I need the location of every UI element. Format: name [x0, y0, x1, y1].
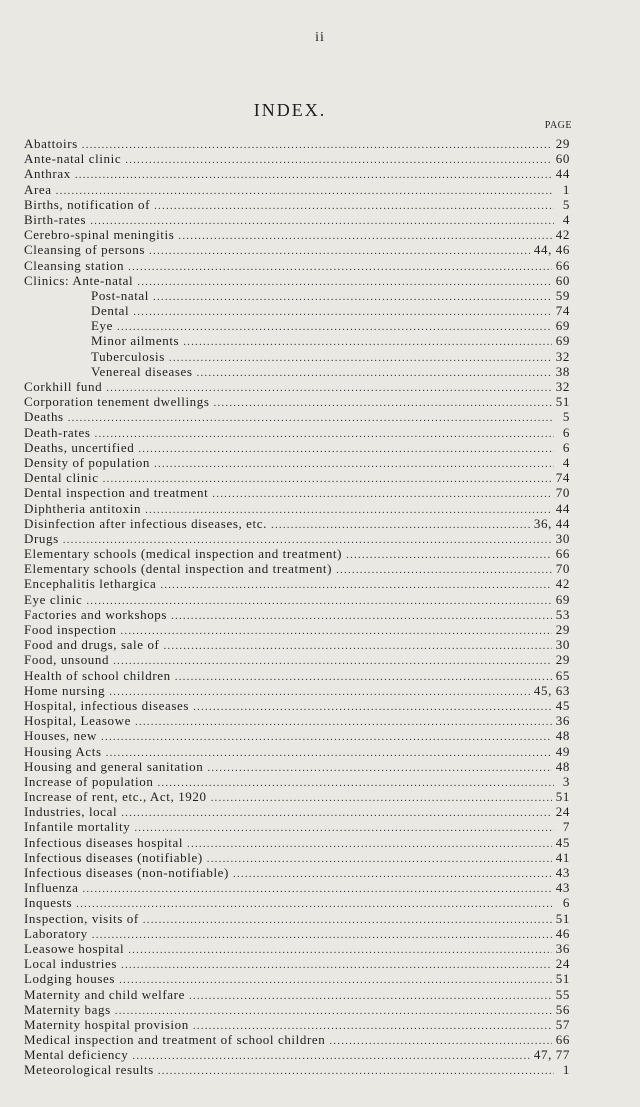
entry-label: Deaths, uncertified	[24, 439, 135, 455]
entry-page: 32	[555, 348, 570, 364]
index-entry	[24, 607, 570, 622]
index-entry	[24, 1002, 570, 1017]
entry-label: Disinfection after infectious diseases, etc.	[24, 515, 267, 531]
entry-page: 29	[555, 652, 570, 668]
entry-page: 3	[562, 773, 570, 789]
entry-label: Tuberculosis	[91, 348, 165, 364]
entry-page: 51	[555, 910, 570, 926]
entry-label: Infectious diseases (notifiable)	[24, 849, 203, 865]
index-entry	[24, 835, 570, 850]
dot-leader	[157, 776, 554, 791]
entry-label: Corporation tenement dwellings	[24, 394, 210, 410]
entry-label: Hospital, Leasowe	[24, 713, 131, 729]
entry-page: 43	[555, 880, 570, 896]
entry-page: 70	[555, 561, 570, 577]
index-entry	[24, 318, 570, 333]
entry-label: Inspection, visits of	[24, 910, 139, 926]
entry-label: Health of school children	[24, 667, 171, 683]
entry-label: Abattoirs	[24, 136, 78, 151]
entry-page: 53	[555, 606, 570, 622]
entry-label: Maternity hospital provision	[24, 1016, 189, 1032]
index-list	[24, 136, 570, 1078]
entry-page: 30	[555, 530, 570, 546]
index-entry	[24, 364, 570, 379]
dot-leader	[113, 654, 552, 669]
entry-page: 43	[555, 865, 570, 880]
index-entry	[24, 652, 570, 667]
dot-leader	[135, 715, 552, 730]
entry-page: 59	[555, 287, 570, 303]
entry-page: 69	[555, 591, 570, 607]
index-entry	[24, 865, 570, 880]
index-entry	[24, 698, 570, 713]
dot-leader	[143, 913, 552, 928]
index-entry	[24, 941, 570, 956]
index-entry	[24, 531, 570, 546]
entry-page: 66	[555, 257, 570, 273]
dot-leader	[187, 837, 552, 852]
index-entry	[24, 470, 570, 485]
index-entry	[24, 1047, 570, 1062]
dot-leader	[95, 427, 554, 442]
entry-label: Influenza	[24, 880, 79, 896]
entry-label: Mental deficiency	[24, 1047, 129, 1063]
dot-leader	[133, 305, 552, 320]
entry-label: Food, unsound	[24, 652, 110, 668]
index-entry	[24, 1032, 570, 1047]
entry-label: Elementary schools (dental inspection and treatment)	[24, 561, 333, 577]
dot-leader	[132, 1049, 529, 1064]
entry-label: Industries, local	[24, 804, 118, 820]
dot-leader	[183, 335, 552, 350]
entry-label: Housing and general sanitation	[24, 758, 204, 774]
index-entry	[24, 819, 570, 834]
index-entry	[24, 333, 570, 348]
entry-label: Food inspection	[24, 622, 117, 637]
dot-leader	[75, 168, 552, 183]
entry-page: 57	[555, 1016, 570, 1032]
entry-page: 36, 44	[533, 515, 570, 531]
index-entry	[24, 349, 570, 364]
index-entry	[24, 637, 570, 652]
entry-page: 48	[555, 758, 570, 774]
entry-page: 56	[555, 1001, 570, 1017]
entry-page: 60	[555, 272, 570, 288]
entry-label: Increase of population	[24, 773, 154, 789]
entry-page: 30	[555, 637, 570, 653]
entry-label: Factories and workshops	[24, 606, 168, 622]
index-entry	[24, 197, 570, 212]
entry-label: Encephalitis lethargica	[24, 576, 157, 592]
dot-leader	[76, 897, 554, 912]
entry-label: Increase of rent, etc., Act, 1920	[24, 789, 207, 805]
entry-page: 32	[555, 379, 570, 394]
dot-leader	[121, 806, 552, 821]
dot-leader	[149, 244, 530, 259]
entry-page: 6	[562, 439, 570, 455]
dot-leader	[329, 1034, 551, 1049]
entry-label: Cleansing of persons	[24, 242, 146, 258]
index-entry	[24, 258, 570, 273]
entry-page: 6	[562, 424, 570, 440]
entry-page: 29	[555, 622, 570, 637]
entry-page: 45	[555, 834, 570, 850]
index-entry	[24, 911, 570, 926]
dot-leader	[82, 138, 552, 153]
dot-leader	[189, 989, 552, 1004]
index-title: INDEX.	[253, 100, 327, 120]
entry-page: 4	[562, 454, 570, 470]
entry-label: Drugs	[24, 530, 59, 546]
index-entry	[24, 987, 570, 1002]
entry-page: 51	[555, 971, 570, 987]
index-entry	[24, 501, 570, 516]
index-entry	[24, 759, 570, 774]
index-entry	[24, 789, 570, 804]
entry-page: 6	[562, 895, 570, 911]
entry-label: Anthrax	[24, 166, 71, 182]
entry-page: 48	[555, 728, 570, 744]
entry-page: 49	[555, 743, 570, 759]
entry-page: 38	[555, 363, 570, 379]
dot-leader	[117, 320, 552, 335]
entry-page: 60	[555, 151, 570, 167]
index-entry	[24, 850, 570, 865]
index-entry	[24, 668, 570, 683]
dot-leader	[178, 229, 551, 244]
entry-page: 4	[562, 211, 570, 227]
dot-leader	[233, 867, 552, 882]
entry-label: Births, notification of	[24, 196, 151, 212]
entry-label: Venereal diseases	[91, 363, 193, 379]
dot-leader	[158, 1064, 554, 1079]
entry-label: Inquests	[24, 895, 73, 911]
dot-leader	[211, 791, 552, 806]
page-number: ii	[315, 30, 325, 45]
index-entry	[24, 379, 570, 394]
entry-page: 70	[555, 485, 570, 501]
entry-label: Cleansing station	[24, 257, 125, 273]
index-entry	[24, 227, 570, 242]
entry-page: 36	[555, 713, 570, 729]
index-entry	[24, 440, 570, 455]
entry-page: 42	[555, 227, 570, 243]
dot-leader	[346, 548, 552, 563]
index-entry	[24, 516, 570, 531]
dot-leader	[212, 487, 552, 502]
entry-label: Density of population	[24, 454, 150, 470]
entry-page: 44	[555, 500, 570, 516]
dot-leader	[121, 958, 552, 973]
entry-page: 69	[555, 318, 570, 334]
dot-leader	[138, 442, 554, 457]
entry-label: Hospital, infectious diseases	[24, 697, 190, 713]
index-entry	[24, 956, 570, 971]
index-entry	[24, 425, 570, 440]
dot-leader	[137, 275, 552, 290]
entry-label: Elementary schools (medical inspection and treatment)	[24, 546, 343, 562]
index-entry	[24, 182, 570, 197]
entry-label: Minor ailments	[91, 333, 180, 349]
index-entry	[24, 713, 570, 728]
entry-label: Dental inspection and treatment	[24, 485, 209, 501]
entry-page: 45, 63	[533, 682, 570, 698]
entry-page: 24	[555, 804, 570, 820]
entry-page: 24	[555, 956, 570, 972]
entry-label: Meteorological results	[24, 1062, 154, 1078]
index-entry	[24, 561, 570, 576]
dot-leader	[197, 366, 552, 381]
entry-label: Lodging houses	[24, 971, 116, 987]
entry-label: Houses, new	[24, 728, 98, 744]
index-entry	[24, 546, 570, 561]
entry-page: 5	[562, 409, 570, 425]
index-entry	[24, 880, 570, 895]
dot-leader	[154, 199, 554, 214]
entry-label: Home nursing	[24, 682, 106, 698]
index-entry	[24, 804, 570, 819]
index-entry	[24, 212, 570, 227]
entry-label: Dental	[91, 303, 130, 319]
index-entry	[24, 242, 570, 257]
entry-label: Death-rates	[24, 424, 91, 440]
entry-page: 74	[555, 303, 570, 319]
entry-label: Diphtheria antitoxin	[24, 500, 142, 516]
entry-label: Maternity and child welfare	[24, 986, 185, 1002]
index-entry	[24, 151, 570, 166]
index-entry	[24, 288, 570, 303]
dot-leader	[153, 290, 552, 305]
entry-label: Laboratory	[24, 925, 88, 941]
dot-leader	[163, 639, 551, 654]
index-entry	[24, 136, 570, 151]
index-entry	[24, 683, 570, 698]
dot-leader	[171, 609, 552, 624]
dot-leader	[120, 624, 551, 639]
index-entry	[24, 455, 570, 470]
dot-leader	[134, 821, 554, 836]
dot-leader	[125, 153, 552, 168]
entry-page: 55	[555, 986, 570, 1002]
entry-page: 1	[562, 1062, 570, 1078]
entry-page: 46	[555, 925, 570, 941]
entry-label: Birth-rates	[24, 211, 87, 227]
entry-label: Ante-natal clinic	[24, 151, 122, 167]
entry-page: 66	[555, 1032, 570, 1048]
entry-label: Cerebro-spinal meningitis	[24, 227, 175, 243]
dot-leader	[169, 351, 552, 366]
entry-label: Medical inspection and treatment of school children	[24, 1032, 326, 1048]
entry-page: 41	[555, 849, 570, 865]
entry-label: Corkhill fund	[24, 379, 103, 394]
dot-leader	[92, 928, 552, 943]
entry-label: Infantile mortality	[24, 819, 131, 835]
entry-label: Clinics: Ante-natal	[24, 272, 134, 288]
dot-leader	[101, 730, 552, 745]
dot-leader	[68, 411, 554, 426]
index-entry	[24, 166, 570, 181]
index-entry	[24, 774, 570, 789]
dot-leader	[175, 670, 552, 685]
entry-label: Leasowe hospital	[24, 940, 125, 956]
dot-leader	[271, 518, 530, 533]
dot-leader	[193, 700, 552, 715]
dot-leader	[128, 260, 552, 275]
entry-page: 7	[562, 819, 570, 835]
entry-page: 1	[562, 181, 570, 197]
entry-label: Housing Acts	[24, 743, 102, 759]
entry-page: 69	[555, 333, 570, 349]
dot-leader	[128, 943, 552, 958]
index-entry	[24, 622, 570, 637]
dot-leader	[207, 852, 552, 867]
page-column-header: PAGE	[544, 120, 572, 131]
index-entry	[24, 1062, 570, 1077]
index-entry	[24, 273, 570, 288]
entry-label: Eye clinic	[24, 591, 83, 607]
dot-leader	[82, 882, 551, 897]
dot-leader	[336, 563, 552, 578]
entry-page: 36	[555, 940, 570, 956]
index-entry	[24, 744, 570, 759]
entry-page: 29	[555, 136, 570, 151]
dot-leader	[214, 396, 552, 411]
entry-label: Post-natal	[91, 287, 149, 303]
entry-page: 5	[562, 196, 570, 212]
dot-leader	[154, 457, 554, 472]
index-entry	[24, 728, 570, 743]
entry-label: Infectious diseases hospital	[24, 834, 184, 850]
index-entry	[24, 971, 570, 986]
entry-page: 44, 46	[533, 242, 570, 258]
entry-page: 42	[555, 576, 570, 592]
index-entry	[24, 592, 570, 607]
entry-page: 66	[555, 546, 570, 562]
dot-leader	[160, 578, 551, 593]
index-entry	[24, 926, 570, 941]
entry-label: Dental clinic	[24, 470, 99, 486]
entry-page: 51	[555, 394, 570, 410]
entry-page: 47, 77	[533, 1047, 570, 1063]
index-entry	[24, 303, 570, 318]
index-entry	[24, 409, 570, 424]
entry-label: Area	[24, 181, 52, 197]
index-entry	[24, 1017, 570, 1032]
entry-label: Infectious diseases (non-notifiable)	[24, 865, 229, 880]
entry-label: Maternity bags	[24, 1001, 111, 1017]
entry-label: Deaths	[24, 409, 64, 425]
index-entry	[24, 895, 570, 910]
entry-page: 45	[555, 697, 570, 713]
entry-label: Food and drugs, sale of	[24, 637, 160, 653]
index-entry	[24, 485, 570, 500]
entry-page: 74	[555, 470, 570, 486]
entry-page: 51	[555, 789, 570, 805]
entry-label: Local industries	[24, 956, 117, 972]
index-entry	[24, 394, 570, 409]
index-entry	[24, 576, 570, 591]
entry-label: Eye	[91, 318, 114, 334]
entry-page: 65	[555, 667, 570, 683]
entry-page: 44	[555, 166, 570, 182]
dot-leader	[207, 761, 551, 776]
